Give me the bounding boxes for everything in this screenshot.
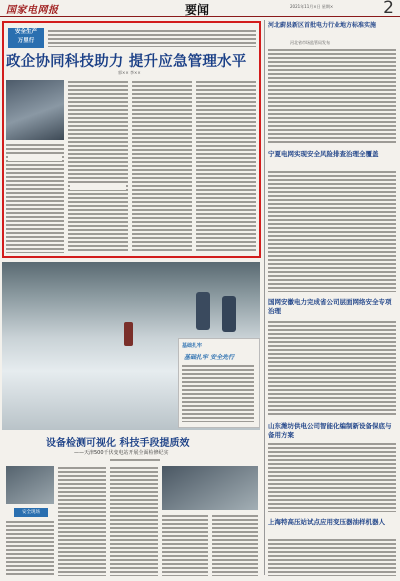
right-story-2-text <box>268 170 396 292</box>
right-story-2-title: 宁夏电网实现安全风险排查治理全覆盖 <box>268 150 379 158</box>
bottom-col-2 <box>58 466 106 576</box>
bottom-col-1 <box>6 520 54 576</box>
page-number: 2 <box>383 0 394 18</box>
section-title: 要闻 <box>185 3 210 17</box>
photo-caption-subtitle: 基础扎牢 安全先行 <box>184 354 235 361</box>
right-story-4-text <box>268 442 396 512</box>
right-story-1-title: 河北蔚县新区首批电力行业地方标准实施 <box>268 22 377 29</box>
bottom-col-4 <box>162 514 208 576</box>
worker-figure <box>222 296 236 332</box>
column-tag-line1: 安全生产 <box>14 29 37 35</box>
right-story-5-title: 上海特高压站试点应用变压器油样机器人 <box>268 518 385 526</box>
column-tag-line2: 万里行 <box>17 38 35 44</box>
bottom-col-3 <box>110 466 158 576</box>
right-story-5-text <box>268 538 396 576</box>
worker-figure <box>124 322 133 346</box>
newspaper-logo: 国家电网报 <box>6 5 59 16</box>
issue-date: 2021年11月×日 星期× <box>290 4 334 9</box>
right-story-4-title: 山东潍坊供电公司智能化编制新设备保底与备用方案 <box>268 422 392 439</box>
bottom-headline: 设备检测可视化 科技手段提质效 <box>46 438 190 449</box>
right-story-3-title: 国网安徽电力完成省公司层面网络安全专项治理 <box>268 298 392 315</box>
bottom-badge: 安全现场 <box>14 508 48 517</box>
photo-caption-title: 基础扎牢 <box>182 343 203 349</box>
bottom-photo-2 <box>162 466 258 510</box>
bottom-byline <box>110 458 160 462</box>
bottom-subheadline: ——天津500千伏变电站开展全面检修纪实 <box>74 450 169 456</box>
right-story-1-sub: 河北省市场监管局发布 <box>290 40 330 45</box>
photo-caption-text <box>182 364 254 422</box>
feature-byline: 郭×× 李×× <box>118 70 141 75</box>
worker-figure <box>196 292 210 330</box>
right-story-1-text <box>268 48 396 143</box>
bottom-photo-1 <box>6 466 54 504</box>
right-story-3-text <box>268 320 396 415</box>
feature-headline: 政企协同科技助力 提升应急管理水平 <box>6 54 247 70</box>
bottom-col-5 <box>212 514 258 576</box>
column-divider <box>264 20 265 575</box>
highlight-box <box>2 21 261 258</box>
